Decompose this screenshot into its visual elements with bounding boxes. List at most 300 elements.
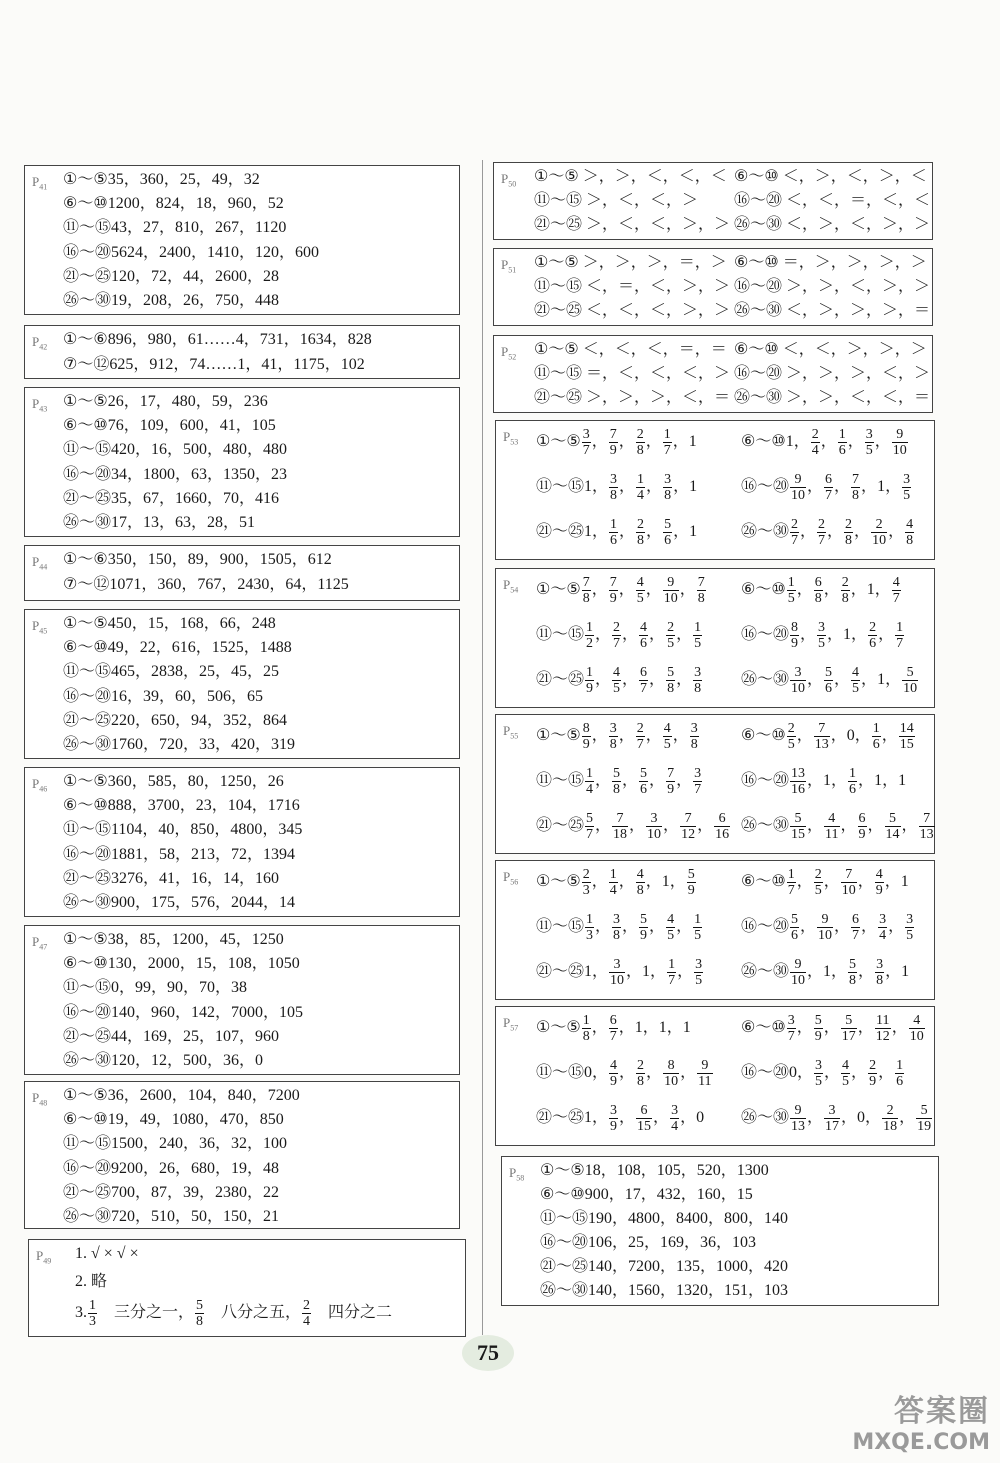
answer-values: 900，17，432，160，15 [584,1186,753,1203]
fraction-denominator: 9 [814,1028,822,1044]
answer-value: 1 [689,523,698,540]
fraction-denominator: 10 [791,680,806,696]
fraction-numerator: 1 [582,1012,590,1028]
fraction-denominator: 15 [791,826,806,842]
question-range: ⑪～⑮ [63,663,112,681]
separator: ， [827,626,844,643]
compare-row-right: ㉖～㉚ ＜，＞，＜，＞，＞ [734,216,931,233]
answer-value: 1 [584,1109,593,1126]
answer-value: 1 [823,772,832,789]
fraction-numerator: 1 [787,866,795,882]
question-range: ㉖～㉚ [741,671,790,688]
page-ref-label [503,1015,518,1033]
separator: ， [800,626,817,643]
separator: ， [642,1019,659,1036]
item-number: 3. [75,1304,87,1321]
fraction-numerator: 3 [815,1057,823,1073]
answer-row [63,662,279,682]
question-range: ①～⑤ [536,581,581,598]
answer-row [63,869,279,889]
separator: ， [592,1064,609,1081]
fraction [814,1013,823,1044]
separator: ， [865,1109,882,1126]
fraction-denominator: 4 [811,442,819,458]
fraction-denominator: 10 [663,590,678,606]
fraction-answer-row [536,955,704,989]
fraction-numerator: 7 [919,811,935,827]
fraction [663,427,672,458]
fraction-denominator: 7 [852,927,860,943]
answer-row [63,1183,279,1203]
fraction [609,1013,618,1044]
fraction-denominator: 10 [791,487,806,503]
fraction-denominator: 17 [825,1118,840,1134]
fraction [693,766,702,797]
fraction-numerator: 4 [636,866,644,882]
answer-values: 76，109，600，41，105 [107,417,276,435]
fraction-numerator: 2 [667,619,675,635]
fraction-denominator: 6 [640,781,648,797]
fraction-numerator: 2 [845,516,853,532]
answer-box-p54 [495,568,935,708]
separator: ， [676,671,693,688]
fraction-numerator: 4 [636,574,644,590]
separator: ， [592,523,609,540]
fraction [848,766,857,797]
question-range: ①～⑤ [536,433,581,450]
separator: ， [885,478,902,495]
fraction [899,721,915,752]
answer-row [540,1233,756,1253]
separator: ， [830,727,847,744]
fraction [666,665,675,696]
fraction-denominator: 6 [664,532,672,548]
fraction [612,811,628,842]
answer-values: 5624，2400，1410，120，600 [111,243,320,261]
fraction [902,472,911,503]
fraction [841,1013,857,1044]
separator: ， [672,727,689,744]
fraction [636,721,645,752]
separator: ， [649,671,666,688]
fraction-numerator: 7 [697,574,705,590]
question-range: ⑪～⑮ [540,1210,589,1227]
watermark-line2: MXQE.COM [852,1430,990,1455]
fraction-numerator: 1 [838,426,846,442]
page-ref-label [503,723,518,741]
answer-value: 0 [789,1064,798,1081]
separator: ， [619,478,636,495]
fraction-denominator: 14 [885,826,900,842]
fraction [585,766,594,797]
answer-row [63,291,279,311]
page-ref-label [501,344,516,362]
fraction-denominator: 8 [196,1313,204,1329]
fraction-denominator: 8 [613,781,621,797]
fraction-answer-row [536,865,697,899]
fraction-denominator: 9 [610,1073,618,1089]
fraction-numerator: 8 [663,1058,679,1074]
separator: ， [851,626,868,643]
answer-row: 1. √ × √ × [75,1245,139,1262]
fraction [885,811,901,842]
answer-box-p45 [24,609,460,759]
fraction [693,665,702,696]
separator: ， [840,817,857,834]
answer-value: 1 [584,963,593,980]
fraction-numerator: 3 [824,1103,840,1119]
separator: ， [676,772,693,789]
compare-row-left: ㉑～㉕ ＞，＜，＜，＞，＞ [534,216,731,233]
fraction-answer-row [741,955,909,989]
fraction-numerator: 3 [787,1012,795,1028]
question-range: ⑥～⑩ [63,1111,108,1129]
fraction [609,517,618,548]
fraction-denominator: 13 [814,736,829,752]
fraction-numerator: 2 [841,574,849,590]
fraction-denominator: 9 [610,1118,618,1134]
answer-values: 720，510，50，150，21 [111,1208,280,1225]
fraction-denominator: 7 [896,635,904,651]
fraction-answer-row [536,764,703,798]
answer-value: 1 [658,1019,667,1036]
separator: ， [650,963,667,980]
fraction-numerator: 9 [790,957,806,973]
separator: ， [834,671,851,688]
answer-values: 190，4800，8400，800，140 [588,1210,789,1227]
fraction [817,620,826,651]
fraction [609,957,625,988]
fraction-denominator: 4 [879,927,887,943]
page-ref-label [509,1165,524,1183]
question-range: ①～⑥ [63,551,108,568]
page-ref-number: 55 [510,731,519,741]
fraction [790,472,806,503]
fraction-numerator: 3 [694,765,702,781]
fraction [868,620,877,651]
fraction-denominator: 8 [841,590,849,606]
separator: ， [823,1019,840,1036]
question-range: ⑪～⑮ [536,478,585,495]
answer-values: 625，912，74……1，41，1175，102 [109,356,365,373]
separator: ， [646,523,663,540]
fraction [905,517,914,548]
fraction-denominator: 2 [586,635,594,651]
fraction-numerator: 5 [885,811,901,827]
answer-values: 19，49，1080，470，850 [107,1111,284,1129]
fraction-numerator: 2 [636,720,644,736]
page-ref-number: 47 [39,942,48,952]
question-range: ㉖～㉚ [741,523,790,540]
answer-values: 43，27，810，267，1120 [111,219,287,237]
page-ref-letter: P [503,723,511,738]
answer-values: 1104，40，850，4800，345 [111,821,303,839]
page-ref-label [32,554,47,572]
fraction-denominator: 3 [89,1313,96,1329]
fraction-denominator: 9 [687,882,695,898]
answer-values: 1881，58，213，72，1394 [111,845,296,863]
fraction-denominator: 9 [875,882,883,898]
answer-box-p56 [495,860,935,1000]
answer-row [63,893,295,913]
fraction-numerator: 3 [609,720,617,736]
question-range: ⑥～⑩ [741,433,786,450]
fraction-denominator: 4 [303,1313,311,1329]
fraction-denominator: 7 [825,487,833,503]
separator: ， [677,963,694,980]
question-range: ⑪～⑮ [63,219,112,237]
fraction-denominator: 7 [582,442,590,458]
fraction-numerator: 9 [663,575,679,591]
separator: ， [595,626,612,643]
answer-values: 17，13，63，28，51 [111,514,256,531]
fraction [875,957,884,988]
fraction-denominator: 8 [664,487,672,503]
separator: ， [645,433,662,450]
answer-box-p58 [501,1156,939,1306]
separator: ， [841,1109,858,1126]
fraction [612,912,621,943]
fraction-numerator: 3 [610,471,618,487]
fraction [895,620,904,651]
fraction-denominator: 9 [640,927,648,943]
fraction-numerator: 7 [841,867,857,883]
fraction-denominator: 5 [694,927,702,943]
separator: ， [595,817,612,834]
fraction-denominator: 5 [663,736,671,752]
fraction-denominator: 10 [791,972,806,988]
page-ref-letter: P [503,429,511,444]
fraction-numerator: 3 [610,1102,618,1118]
separator: ， [874,433,891,450]
separator: ， [676,918,693,935]
fraction [851,912,860,943]
fraction-denominator: 5 [814,882,822,898]
question-range: ⑯～⑳ [741,918,790,935]
answer-values: 44，169，25，107，960 [111,1027,280,1045]
fraction [871,517,887,548]
fraction-numerator: 4 [663,720,671,736]
fraction-denominator: 3 [586,927,594,943]
question-range: ⑪～⑮ [536,626,585,643]
compare-row-left: ①～⑤ ＞，＞，＞，＝，＞ [534,254,727,271]
question-range: ⑥～⑩ [63,955,108,973]
fraction-numerator: 3 [903,471,911,487]
compare-row-right: ⑥～⑩ ＜，＜，＞，＞，＞ [734,341,927,358]
fraction-numerator: 1 [663,426,671,442]
page-ref-number: 49 [43,1256,52,1266]
fraction-denominator: 10 [818,927,833,943]
fraction-answer-row [536,1101,704,1135]
fraction-numerator: 3 [690,720,698,736]
fraction-denominator: 5 [787,736,795,752]
fraction-denominator: 11 [825,826,839,842]
fraction-denominator: 16 [715,826,730,842]
answer-box-p55 [495,714,935,854]
fraction-denominator: 9 [582,736,590,752]
answer-value: 0 [857,1109,866,1126]
fraction-denominator: 5 [906,927,914,943]
question-range: ㉖～㉚ [741,817,790,834]
fraction-numerator: 1 [668,956,676,972]
fraction [787,867,796,898]
fraction-numerator: 4 [852,664,860,680]
separator: ， [591,727,608,744]
fraction-denominator: 5 [842,1073,850,1089]
fraction [895,1058,904,1089]
answer-row [63,218,286,238]
fraction-denominator: 8 [636,442,644,458]
fraction [666,766,675,797]
answer-row [63,392,268,412]
fraction-numerator: 4 [892,574,900,590]
fraction-answer-row [536,515,697,549]
answer-box-p48 [24,1081,460,1229]
answer-row [63,954,300,974]
page-ref-number: 43 [39,404,48,414]
fraction-numerator: 3 [906,911,914,927]
answer-values: 0，99，90，70，38 [111,979,248,997]
fraction-answer-row [741,573,902,607]
separator: ， [861,478,878,495]
fraction-denominator: 7 [694,781,702,797]
fraction [697,575,706,606]
fraction-numerator: 3 [613,911,621,927]
separator: ， [797,1064,814,1081]
fraction [697,1058,712,1089]
fraction [838,427,847,458]
fraction [609,575,618,606]
answer-value: 1 [898,772,907,789]
page-ref-letter: P [32,618,40,633]
fraction-numerator: 1 [586,911,594,927]
answer-values: 900，175，576，2044，14 [111,894,296,911]
answer-box-p53 [495,420,935,560]
fraction-denominator: 13 [791,1118,806,1134]
fraction-numerator: 4 [875,866,883,882]
separator: ， [807,772,824,789]
fraction-denominator: 7 [609,1028,617,1044]
question-range: ⑯～⑳ [741,626,790,643]
fraction [636,1058,645,1089]
fraction [892,575,901,606]
fraction-numerator: 2 [818,516,826,532]
answer-values: 35，67，1660，70，416 [111,489,280,507]
fraction [636,472,645,503]
fraction-denominator: 8 [852,487,860,503]
page-ref-letter: P [32,396,40,411]
answer-values: 1500，240，36，32，100 [111,1135,288,1153]
separator: ， [851,1064,868,1081]
fraction-denominator: 15 [899,736,914,752]
question-range: ①～⑤ [63,931,108,948]
fraction-answer-row [741,1011,926,1045]
answer-row [63,930,284,950]
answer-values: 888，3700，23，104，1716 [107,797,300,815]
fraction-denominator: 10 [872,532,887,548]
answer-value: 0 [846,727,855,744]
separator: ， [626,963,643,980]
fraction-denominator: 5 [815,1073,823,1089]
fraction-denominator: 10 [903,680,918,696]
fraction-numerator: 5 [916,1103,932,1119]
answer-values: 35，360，25，49，32 [107,171,260,188]
fraction-denominator: 7 [787,1028,795,1044]
page-ref-number: 58 [516,1173,525,1183]
answer-row: 2. 略 [75,1273,108,1290]
answer-row [63,1207,279,1227]
separator: ， [618,433,635,450]
fraction-numerator: 5 [664,516,672,532]
fraction [302,1298,311,1329]
fraction-answer-row [741,470,912,504]
watermark-line1: 答案圈 [894,1394,990,1429]
fraction-answer-row [741,865,909,899]
question-range: ⑯～⑳ [741,772,790,789]
page-ref-letter: P [32,1090,40,1105]
fraction [851,472,860,503]
fraction-denominator: 5 [818,635,826,651]
fraction [878,912,887,943]
fraction [636,517,645,548]
separator: ， [666,1019,683,1036]
fraction-numerator: 6 [852,911,860,927]
answer-value: 1 [823,963,832,980]
fraction-denominator: 7 [636,736,644,752]
answer-row [63,267,279,287]
compare-row-right: ⑥～⑩ ＝，＞，＞，＞，＞ [734,254,927,271]
fraction-denominator: 12 [681,826,696,842]
fraction [666,912,675,943]
fraction-numerator: 1 [872,720,880,736]
fraction-numerator: 3 [582,426,590,442]
answer-row [63,575,349,595]
fraction-numerator: 9 [817,912,833,928]
fraction-numerator: 5 [613,765,621,781]
answer-row [63,465,287,485]
separator: ， [796,1019,813,1036]
fraction-numerator: 2 [637,516,645,532]
answer-values: 700，87，39，2380，22 [111,1183,280,1201]
separator: ， [857,873,874,890]
answer-values: 420，16，500，480，480 [111,441,288,459]
fraction-numerator: 7 [680,811,696,827]
question-range: ㉑～㉕ [536,1109,585,1126]
fraction-denominator: 10 [610,972,625,988]
fraction-numerator: 5 [814,1012,822,1028]
separator: ， [882,772,899,789]
question-range: ⑯～⑳ [741,478,790,495]
fraction-denominator: 19 [917,1118,932,1134]
fraction-numerator: 2 [811,426,819,442]
fraction-numerator: 1 [694,911,702,927]
answer-values: 360，585，80，1250，26 [107,773,284,790]
separator: ， [645,873,662,890]
page-ref-number: 44 [39,562,48,572]
fraction-numerator: 6 [825,471,833,487]
fraction-numerator: 4 [667,911,675,927]
fraction-denominator: 7 [787,882,795,898]
fraction-numerator: 1 [610,516,618,532]
question-range: ⑥～⑩ [741,1019,786,1036]
fraction-answer-row [741,663,919,697]
page-ref-letter: P [501,257,509,272]
separator: ， [834,478,851,495]
fraction [609,427,618,458]
page-ref-letter: P [509,1165,517,1180]
fraction-numerator: 4 [909,1013,925,1029]
fraction-denominator: 8 [610,487,618,503]
